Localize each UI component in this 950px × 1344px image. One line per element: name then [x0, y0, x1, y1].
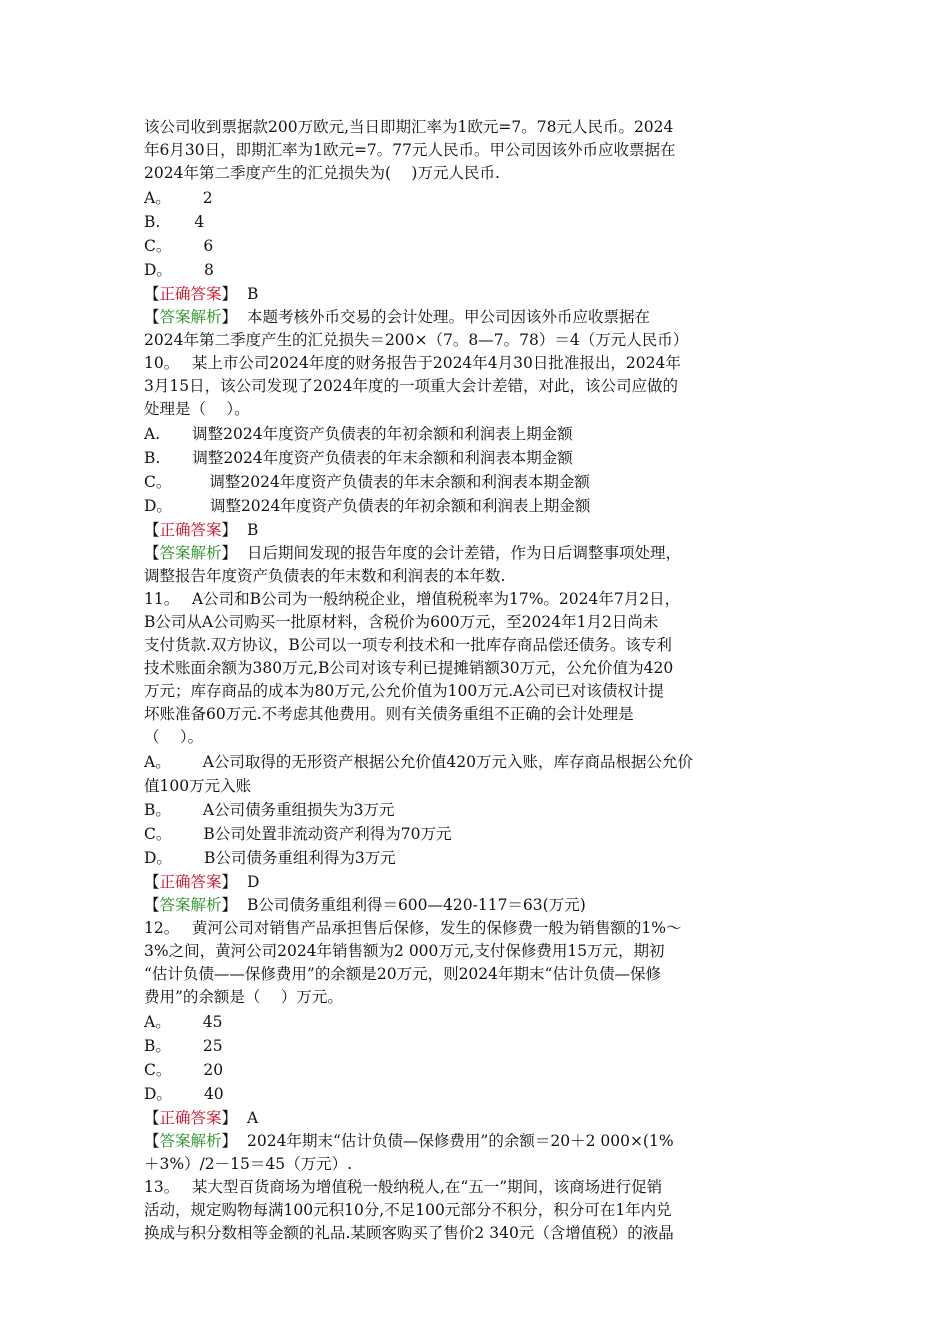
correct-answer-value: B: [247, 521, 259, 539]
explanation-row: 【答案解析】 本题考核外币交易的会计处理。甲公司因该外币应收票据在: [144, 308, 651, 326]
explanation-line: 调整报告年度资产负债表的年末数和利润表的本年数.: [144, 567, 506, 585]
option-c: C。 B公司处置非流动资产利得为70万元: [144, 825, 452, 843]
option-c: C。 6: [144, 237, 214, 255]
correct-answer-label: 正确答案: [159, 1109, 222, 1127]
question-stem-line: 13。 某大型百货商场为增值税一般纳税人,在“五一”期间，该商场进行促销: [144, 1178, 663, 1196]
question-stem-line: “估计负债——保修费用”的余额是20万元，则2024年期末“估计负债—保修: [144, 965, 661, 983]
option-b: B。 A公司债务重组损失为3万元: [144, 801, 395, 819]
correct-answer-row: 【正确答案】 B: [144, 521, 259, 539]
question-stem-line: 年6月30日，即期汇率为1欧元=7。77元人民币。甲公司因该外币应收票据在: [144, 141, 676, 159]
question-stem-line: 坏账准备60万元.不考虑其他费用。则有关债务重组不正确的会计处理是: [144, 705, 634, 723]
correct-answer-value: A: [247, 1109, 259, 1127]
correct-answer-label: 正确答案: [159, 873, 222, 891]
question-stem-line: B公司从A公司购买一批原材料，含税价为600万元，至2024年1月2日尚未: [144, 613, 659, 631]
question-stem-line: 技术账面余额为380万元,B公司对该专利已提摊销额30万元，公允价值为420: [144, 659, 674, 677]
correct-answer-row: 【正确答案】 A: [144, 1109, 259, 1127]
option-a: A。 A公司取得的无形资产根据公允价值420万元入账，库存商品根据公允价: [144, 753, 693, 771]
option-a: A. 调整2024年度资产负债表的年初余额和利润表上期金额: [144, 425, 573, 443]
correct-answer-value: B: [247, 285, 259, 303]
document-page: [144, 116, 814, 1245]
correct-answer-label: 正确答案: [159, 285, 222, 303]
explanation-label: 答案解析: [159, 544, 222, 562]
explanation-label: 答案解析: [159, 308, 222, 326]
option-b: B. 4: [144, 213, 205, 231]
explanation-line: 2024年第二季度产生的汇兑损失＝200×（7。8—7。78）＝4（万元人民币）: [144, 331, 689, 349]
option-d: D。 40: [144, 1085, 224, 1103]
option-b: B. 调整2024年度资产负债表的年末余额和利润表本期金额: [144, 449, 573, 467]
explanation-line: ＋3%）/2－15＝45（万元）.: [144, 1155, 353, 1173]
option-c: C。 20: [144, 1061, 224, 1079]
correct-answer-row: 【正确答案】 D: [144, 873, 260, 891]
option-c: C。 调整2024年度资产负债表的年末余额和利润表本期金额: [144, 473, 590, 491]
explanation-label: 答案解析: [159, 896, 222, 914]
question-10: [144, 352, 814, 588]
question-stem-line: 换成与积分数相等金额的礼品.某顾客购买了售价2 340元（含增值税）的液晶: [144, 1224, 674, 1242]
correct-answer-label: 正确答案: [159, 521, 222, 539]
correct-answer-row: 【正确答案】 B: [144, 285, 259, 303]
option-b: B。 25: [144, 1037, 223, 1055]
question-stem-line: 支付货款.双方协议，B公司以一项专利技术和一批库存商品偿还债务。该专利: [144, 636, 672, 654]
explanation-row: 【答案解析】 2024年期末“估计负债—保修费用”的余额＝20＋2 000×(1%: [144, 1132, 674, 1150]
question-stem-line: 10。 某上市公司2024年度的财务报告于2024年4月30日批准报出，2024年: [144, 354, 681, 372]
explanation-row: 【答案解析】 B公司债务重组利得＝600—420-117＝63(万元): [144, 896, 586, 914]
correct-answer-value: D: [247, 873, 260, 891]
option-d: D。 B公司债务重组利得为3万元: [144, 849, 396, 867]
question-stem-line: 活动，规定购物每满100元积10分,不足100元部分不积分，积分可在1年内兑: [144, 1201, 672, 1219]
option-a: A。 2: [144, 189, 213, 207]
question-stem-line: 该公司收到票据款200万欧元,当日即期汇率为1欧元=7。78元人民币。2024: [144, 118, 674, 136]
question-stem-line: 处理是（ ）。: [144, 400, 250, 418]
question-12: [144, 917, 814, 1176]
option-d: D。 8: [144, 261, 214, 279]
option-a-continued: 值100万元入账: [144, 777, 252, 795]
question-stem-line: 3月15日，该公司发现了2024年度的一项重大会计差错，对此，该公司应做的: [144, 377, 679, 395]
question-13: [144, 1176, 814, 1245]
option-a: A。 45: [144, 1013, 223, 1031]
question-stem-line: 3%之间，黄河公司2024年销售额为2 000万元,支付保修费用15万元，期初: [144, 942, 665, 960]
question-stem-line: 12。 黄河公司对销售产品承担售后保修，发生的保修费一般为销售额的1%～: [144, 919, 682, 937]
explanation-label: 答案解析: [159, 1132, 222, 1150]
question-stem-line: 万元；库存商品的成本为80万元,公允价值为100万元.A公司已对该债权计提: [144, 682, 664, 700]
question-stem-line: 费用”的余额是（ ）万元。: [144, 988, 343, 1006]
question-stem-line: 11。 A公司和B公司为一般纳税企业，增值税税率为17%。2024年7月2日，: [144, 590, 681, 608]
question-11: [144, 588, 814, 917]
question-stem-line: 2024年第二季度产生的汇兑损失为( )万元人民币.: [144, 164, 500, 182]
question-stem-line: （ ）。: [144, 728, 204, 746]
explanation-row: 【答案解析】 日后期间发现的报告年度的会计差错，作为日后调整事项处理，: [144, 544, 682, 562]
question-9: [144, 116, 814, 352]
option-d: D。 调整2024年度资产负债表的年初余额和利润表上期金额: [144, 497, 591, 515]
